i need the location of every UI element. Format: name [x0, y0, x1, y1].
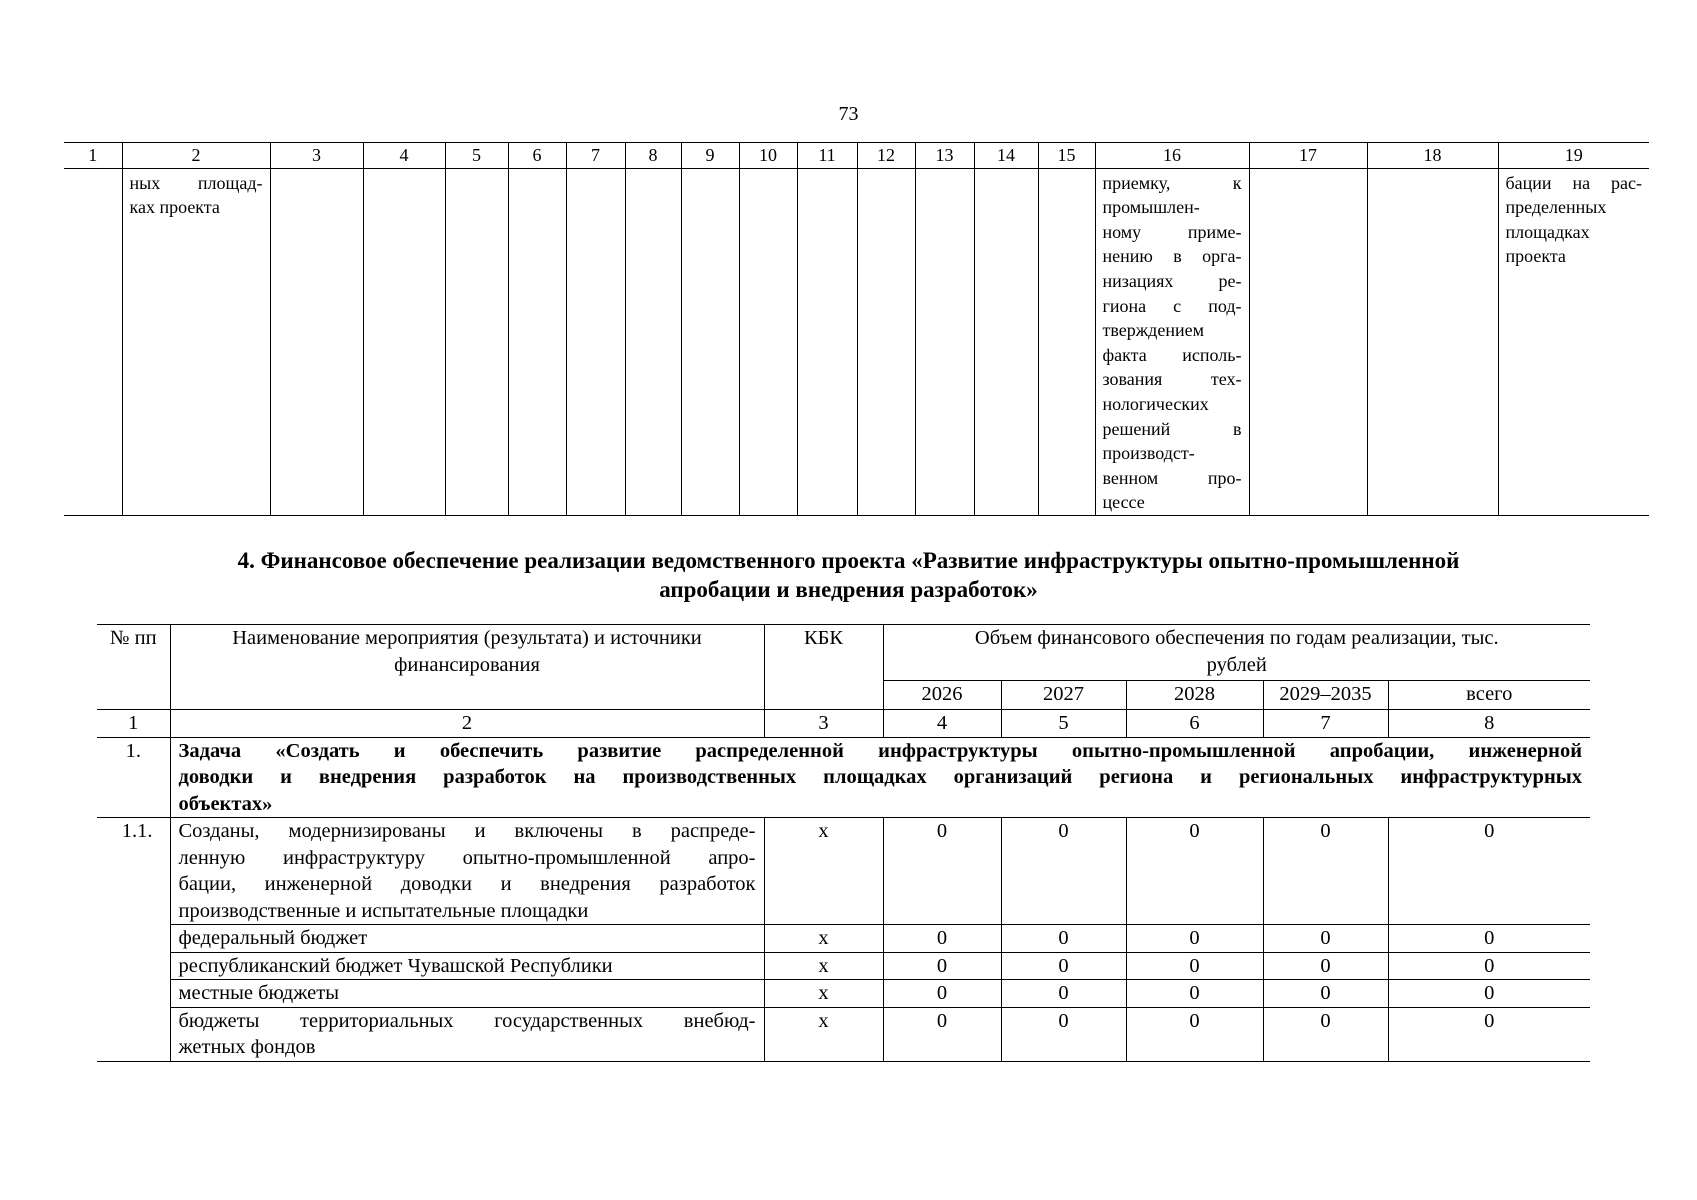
- cell-col4: [363, 168, 445, 515]
- financing-table: [97, 624, 1590, 1062]
- amount-value: 0: [1001, 980, 1126, 1008]
- text-line: нению в орга-: [1102, 246, 1242, 267]
- funding-source-row: [97, 925, 1590, 953]
- amount-value: 0: [883, 952, 1001, 980]
- header-total: всего: [1388, 681, 1590, 710]
- column-number: 10: [739, 143, 797, 169]
- text-line: зования тех-: [1102, 369, 1242, 390]
- column-number: 13: [915, 143, 974, 169]
- column-number: 3: [764, 710, 883, 738]
- funding-source-row: [97, 952, 1590, 980]
- text-line: пределенных: [1505, 197, 1607, 218]
- cell-col16: [1095, 168, 1249, 515]
- column-number: 1: [64, 143, 122, 169]
- text-line: ному приме-: [1102, 221, 1242, 242]
- funding-source-name: [170, 980, 764, 1008]
- task-number: 1.: [97, 737, 170, 818]
- cell-col15: [1038, 168, 1095, 515]
- column-number: 6: [1126, 710, 1263, 738]
- cell-col2: [122, 168, 270, 515]
- column-number: 2: [170, 710, 764, 738]
- column-number: 4: [363, 143, 445, 169]
- amount-value: 0: [1126, 980, 1263, 1008]
- text-line: решений в: [1102, 418, 1242, 439]
- amount-value: 0: [1263, 818, 1388, 925]
- text-line: доводки и внедрения разработок на производственных площадках организаций региона и региональных инфраструктурных: [178, 766, 1583, 788]
- column-number: 15: [1038, 143, 1095, 169]
- funding-source-name: [170, 952, 764, 980]
- amount-value: 0: [1001, 925, 1126, 953]
- amount-value: 0: [883, 1007, 1001, 1061]
- amount-value: 0: [1263, 925, 1388, 953]
- text-line: цессе: [1102, 492, 1145, 513]
- header-year-2029-2035: 2029–2035: [1263, 681, 1388, 710]
- header-kbk: КБК: [764, 625, 883, 710]
- text-line: факта исполь-: [1102, 344, 1242, 365]
- cell-col10: [739, 168, 797, 515]
- table-row: [64, 168, 1649, 515]
- text-line: нологических: [1102, 393, 1209, 414]
- column-number: 8: [625, 143, 681, 169]
- funding-source-row: [97, 1007, 1590, 1061]
- column-number: 7: [1263, 710, 1388, 738]
- amount-value: 0: [1388, 925, 1590, 953]
- column-number: 17: [1249, 143, 1367, 169]
- cell-col11: [797, 168, 857, 515]
- funding-source-name: [170, 925, 764, 953]
- column-number: 9: [681, 143, 739, 169]
- cell-col19: [1498, 168, 1649, 515]
- section-title-line-2: апробации и внедрения разработок»: [659, 577, 1038, 602]
- amount-value: 0: [1388, 980, 1590, 1008]
- cell-col14: [974, 168, 1038, 515]
- amount-value: 0: [1126, 818, 1263, 925]
- text-line: бации, инженерной доводки и внедрения разработок: [178, 873, 756, 895]
- results-table-continuation: [64, 142, 1649, 516]
- column-number: 1: [97, 710, 170, 738]
- text-line: приемку, к: [1102, 172, 1242, 193]
- column-number: 19: [1498, 143, 1649, 169]
- text-line: тверждением: [1102, 320, 1204, 341]
- text-line: Созданы, модернизированы и включены в распреде-: [178, 820, 756, 842]
- column-number: 7: [566, 143, 625, 169]
- column-number: 3: [270, 143, 363, 169]
- text-line: проекта: [1505, 246, 1566, 267]
- amount-value: 0: [1126, 925, 1263, 953]
- header-number: № пп: [97, 625, 170, 710]
- amount-value: 0: [1263, 952, 1388, 980]
- text-line: местные бюджеты: [178, 982, 339, 1004]
- cell-col1: [64, 168, 122, 515]
- page-number: 73: [838, 103, 859, 125]
- text-line: венном про-: [1102, 467, 1242, 488]
- column-number: 4: [883, 710, 1001, 738]
- cell-col8: [625, 168, 681, 515]
- header-year-2027: 2027: [1001, 681, 1126, 710]
- column-number: 2: [122, 143, 270, 169]
- text-line: производственные и испытательные площадки: [178, 899, 589, 922]
- task-row: [97, 737, 1590, 818]
- amount-value: 0: [1263, 980, 1388, 1008]
- kbk-value: х: [764, 818, 883, 925]
- amount-value: 0: [1388, 1007, 1590, 1061]
- text-line: ленную инфраструктуру опытно-промышленной апро-: [178, 846, 756, 869]
- cell-col12: [857, 168, 915, 515]
- amount-value: 0: [1263, 1007, 1388, 1061]
- text-line: низациях ре-: [1102, 270, 1242, 291]
- amount-value: 0: [883, 818, 1001, 925]
- result-row: [97, 818, 1590, 925]
- header-name: Наименование мероприятия (результата) и источники финансирования: [170, 625, 764, 710]
- text-line: Задача «Создать и обеспечить развитие распределенной инфраструктуры опытно-промышленной апробации, инженерной: [178, 739, 1583, 762]
- kbk-value: х: [764, 952, 883, 980]
- header-volume: Объем финансового обеспечения по годам реализации, тыс. рублей: [883, 625, 1590, 681]
- cell-col9: [681, 168, 739, 515]
- amount-value: 0: [1001, 952, 1126, 980]
- text-line: ках проекта: [129, 197, 220, 218]
- kbk-value: х: [764, 1007, 883, 1061]
- column-number: 18: [1367, 143, 1498, 169]
- text-line: ных площад-: [129, 172, 263, 193]
- text-line: площадках: [1505, 221, 1590, 242]
- column-number: 6: [508, 143, 566, 169]
- text-line: бюджеты территориальных государственных внебюд-: [178, 1009, 756, 1032]
- result-number: 1.1.: [97, 818, 170, 1062]
- text-line: федеральный бюджет: [178, 927, 368, 949]
- text-line: объектах»: [178, 792, 273, 815]
- column-number: 14: [974, 143, 1038, 169]
- section-title: [90, 546, 1607, 604]
- column-number: 8: [1388, 710, 1590, 738]
- header-year-2028: 2028: [1126, 681, 1263, 710]
- text-line: промышлен-: [1102, 197, 1200, 218]
- column-number: 12: [857, 143, 915, 169]
- text-line: республиканский бюджет Чувашской Республики: [178, 954, 613, 977]
- amount-value: 0: [1001, 818, 1126, 925]
- section-title-line-1: 4. Финансовое обеспечение реализации ведомственного проекта «Развитие инфраструктуры опытно-промышленной: [237, 548, 1460, 573]
- cell-col7: [566, 168, 625, 515]
- cell-col5: [445, 168, 508, 515]
- task-title: [170, 737, 1590, 818]
- column-number-row: [64, 143, 1649, 169]
- result-name: [170, 818, 764, 925]
- cell-col17: [1249, 168, 1367, 515]
- header-year-2026: 2026: [883, 681, 1001, 710]
- text-line: гиона с под-: [1102, 295, 1242, 316]
- amount-value: 0: [1001, 1007, 1126, 1061]
- funding-source-name: [170, 1007, 764, 1061]
- cell-col18: [1367, 168, 1498, 515]
- text-line: производст-: [1102, 443, 1195, 464]
- kbk-value: х: [764, 980, 883, 1008]
- cell-col6: [508, 168, 566, 515]
- amount-value: 0: [1388, 818, 1590, 925]
- text-line: бации на рас-: [1505, 172, 1642, 193]
- funding-source-row: [97, 980, 1590, 1008]
- column-number: 11: [797, 143, 857, 169]
- amount-value: 0: [1388, 952, 1590, 980]
- column-number: 5: [445, 143, 508, 169]
- amount-value: 0: [1126, 1007, 1263, 1061]
- column-number: 5: [1001, 710, 1126, 738]
- amount-value: 0: [1126, 952, 1263, 980]
- amount-value: 0: [883, 925, 1001, 953]
- column-number: 16: [1095, 143, 1249, 169]
- amount-value: 0: [883, 980, 1001, 1008]
- kbk-value: х: [764, 925, 883, 953]
- cell-col13: [915, 168, 974, 515]
- text-line: жетных фондов: [178, 1036, 316, 1058]
- cell-col3: [270, 168, 363, 515]
- column-number-row: [97, 710, 1590, 738]
